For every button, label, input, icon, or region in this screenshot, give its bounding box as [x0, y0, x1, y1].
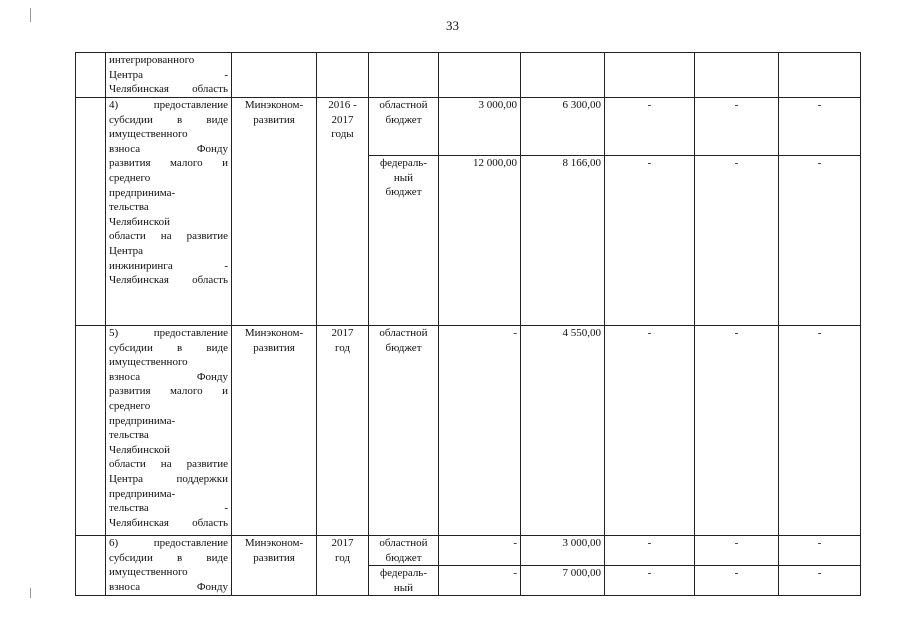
funding-source-line: ный [393, 171, 414, 184]
measure-name-line: Центра - [109, 68, 228, 81]
measure-name-line: Центра [109, 244, 144, 257]
funding-source-cell [369, 326, 439, 536]
funding-source-cell [369, 536, 439, 566]
funding-source-line: федераль- [380, 157, 427, 169]
amount-cell [695, 53, 779, 98]
measure-name-cell [106, 326, 232, 536]
measure-name-line: субсидии в виде [109, 113, 228, 126]
amount-cell: 8 166,00 [521, 156, 605, 326]
table-row [76, 98, 861, 156]
period-line: 2017 [331, 537, 354, 549]
executor-line: развития [253, 341, 295, 354]
executor-line: развития [253, 551, 295, 564]
measure-name-line: субсидии в виде [109, 551, 228, 564]
period-cell [317, 536, 369, 596]
measure-name-line: Центра поддержки [109, 472, 228, 485]
measure-name-line: Челябинской [109, 215, 171, 228]
row-number-cell [76, 326, 106, 536]
measure-name-line: взноса Фонду [109, 370, 228, 383]
amount-cell: - [439, 326, 521, 536]
funding-source-line: бюджет [385, 341, 422, 354]
scan-artifact [30, 8, 31, 22]
measure-name-line: предпринима- [109, 186, 176, 199]
amount-cell: - [605, 326, 695, 536]
measure-name-line: взноса Фонду [109, 580, 228, 593]
amount-cell: 4 550,00 [521, 326, 605, 536]
measure-name-line: среднего [109, 399, 151, 412]
measure-name-line: 5) предоставление [109, 327, 228, 339]
amount-cell: 6 300,00 [521, 98, 605, 156]
table-row [76, 53, 861, 98]
funding-source-cell [369, 156, 439, 326]
table-row [76, 536, 861, 566]
executor-cell [232, 53, 317, 98]
budget-table [75, 52, 861, 596]
executor-line: Минэконом- [244, 99, 304, 111]
amount-cell: - [779, 536, 861, 566]
funding-source-line: федераль- [380, 567, 427, 580]
measure-name-cell [106, 536, 232, 596]
period-cell [317, 53, 369, 98]
page-number: 33 [446, 18, 459, 33]
amount-cell [779, 53, 861, 98]
measure-name-line: Челябинская область [109, 83, 228, 96]
measure-name-line: имущественного [109, 128, 188, 141]
scan-artifact [30, 588, 31, 598]
amount-cell: - [695, 156, 779, 326]
amount-cell: - [439, 566, 521, 596]
row-number-cell [76, 536, 106, 596]
measure-name-cell [106, 98, 232, 326]
measure-name-line: Челябинская область [109, 516, 228, 529]
measure-name-line: инжиниринга - [109, 259, 228, 272]
measure-name-line: Челябинской [109, 443, 171, 456]
measure-name-line: области на развитие [109, 458, 228, 471]
table-row [76, 326, 861, 536]
measure-name-line: 6) предоставление [109, 537, 228, 549]
executor-line: развития [253, 113, 295, 126]
measure-name-line: интегрированного [109, 54, 195, 66]
amount-cell: 7 000,00 [521, 566, 605, 596]
measure-name-line: предпринима- [109, 414, 176, 427]
measure-name-line: Челябинская область [109, 274, 228, 287]
measure-name-line: предпринима- [109, 487, 176, 500]
measure-name-cell [106, 53, 232, 98]
funding-source-line: областной [379, 327, 428, 339]
amount-cell: - [695, 98, 779, 156]
amount-cell: - [695, 536, 779, 566]
amount-cell: - [695, 566, 779, 596]
measure-name-line: имущественного [109, 356, 188, 369]
amount-cell: - [605, 536, 695, 566]
amount-cell: - [439, 536, 521, 566]
measure-name-line: тельства - [109, 502, 228, 515]
amount-cell: - [779, 326, 861, 536]
executor-line: Минэконом- [244, 327, 304, 339]
executor-cell [232, 536, 317, 596]
funding-source-line: ный [393, 581, 414, 594]
funding-source-line: бюджет [385, 551, 422, 564]
period-line: годы [331, 128, 354, 141]
row-number-cell [76, 98, 106, 326]
amount-cell: 3 000,00 [439, 98, 521, 156]
measure-name-line: 4) предоставление [109, 99, 228, 111]
amount-cell: 3 000,00 [521, 536, 605, 566]
period-cell [317, 98, 369, 326]
amount-cell: - [605, 156, 695, 326]
funding-source-line: бюджет [385, 186, 422, 199]
amount-cell: - [779, 98, 861, 156]
funding-source-line: областной [379, 537, 428, 549]
amount-cell [605, 53, 695, 98]
period-line: 2016 - [328, 99, 357, 111]
amount-cell: - [695, 326, 779, 536]
period-line: 2017 [331, 327, 354, 339]
measure-name-line: тельства [109, 429, 149, 442]
amount-cell: - [605, 98, 695, 156]
period-line: 2017 [331, 113, 354, 126]
measure-name-line: развития малого и [109, 157, 228, 170]
executor-cell [232, 98, 317, 326]
funding-source-cell [369, 98, 439, 156]
measure-name-line: среднего [109, 171, 151, 184]
funding-source-cell [369, 53, 439, 98]
amount-cell: - [779, 156, 861, 326]
measure-name-line: взноса Фонду [109, 142, 228, 155]
period-line: год [334, 551, 351, 564]
amount-cell: 12 000,00 [439, 156, 521, 326]
funding-source-line: бюджет [385, 113, 422, 126]
amount-cell [439, 53, 521, 98]
amount-cell [521, 53, 605, 98]
executor-cell [232, 326, 317, 536]
period-line: год [334, 341, 351, 354]
period-cell [317, 326, 369, 536]
amount-cell: - [605, 566, 695, 596]
row-number-cell [76, 53, 106, 98]
measure-name-line: субсидии в виде [109, 341, 228, 354]
executor-line: Минэконом- [244, 537, 304, 549]
measure-name-line: тельства [109, 201, 149, 214]
measure-name-line: развития малого и [109, 385, 228, 398]
funding-source-cell [369, 566, 439, 596]
measure-name-line: области на развитие [109, 230, 228, 243]
amount-cell: - [779, 566, 861, 596]
measure-name-line: имущественного [109, 566, 188, 579]
funding-source-line: областной [379, 99, 428, 111]
